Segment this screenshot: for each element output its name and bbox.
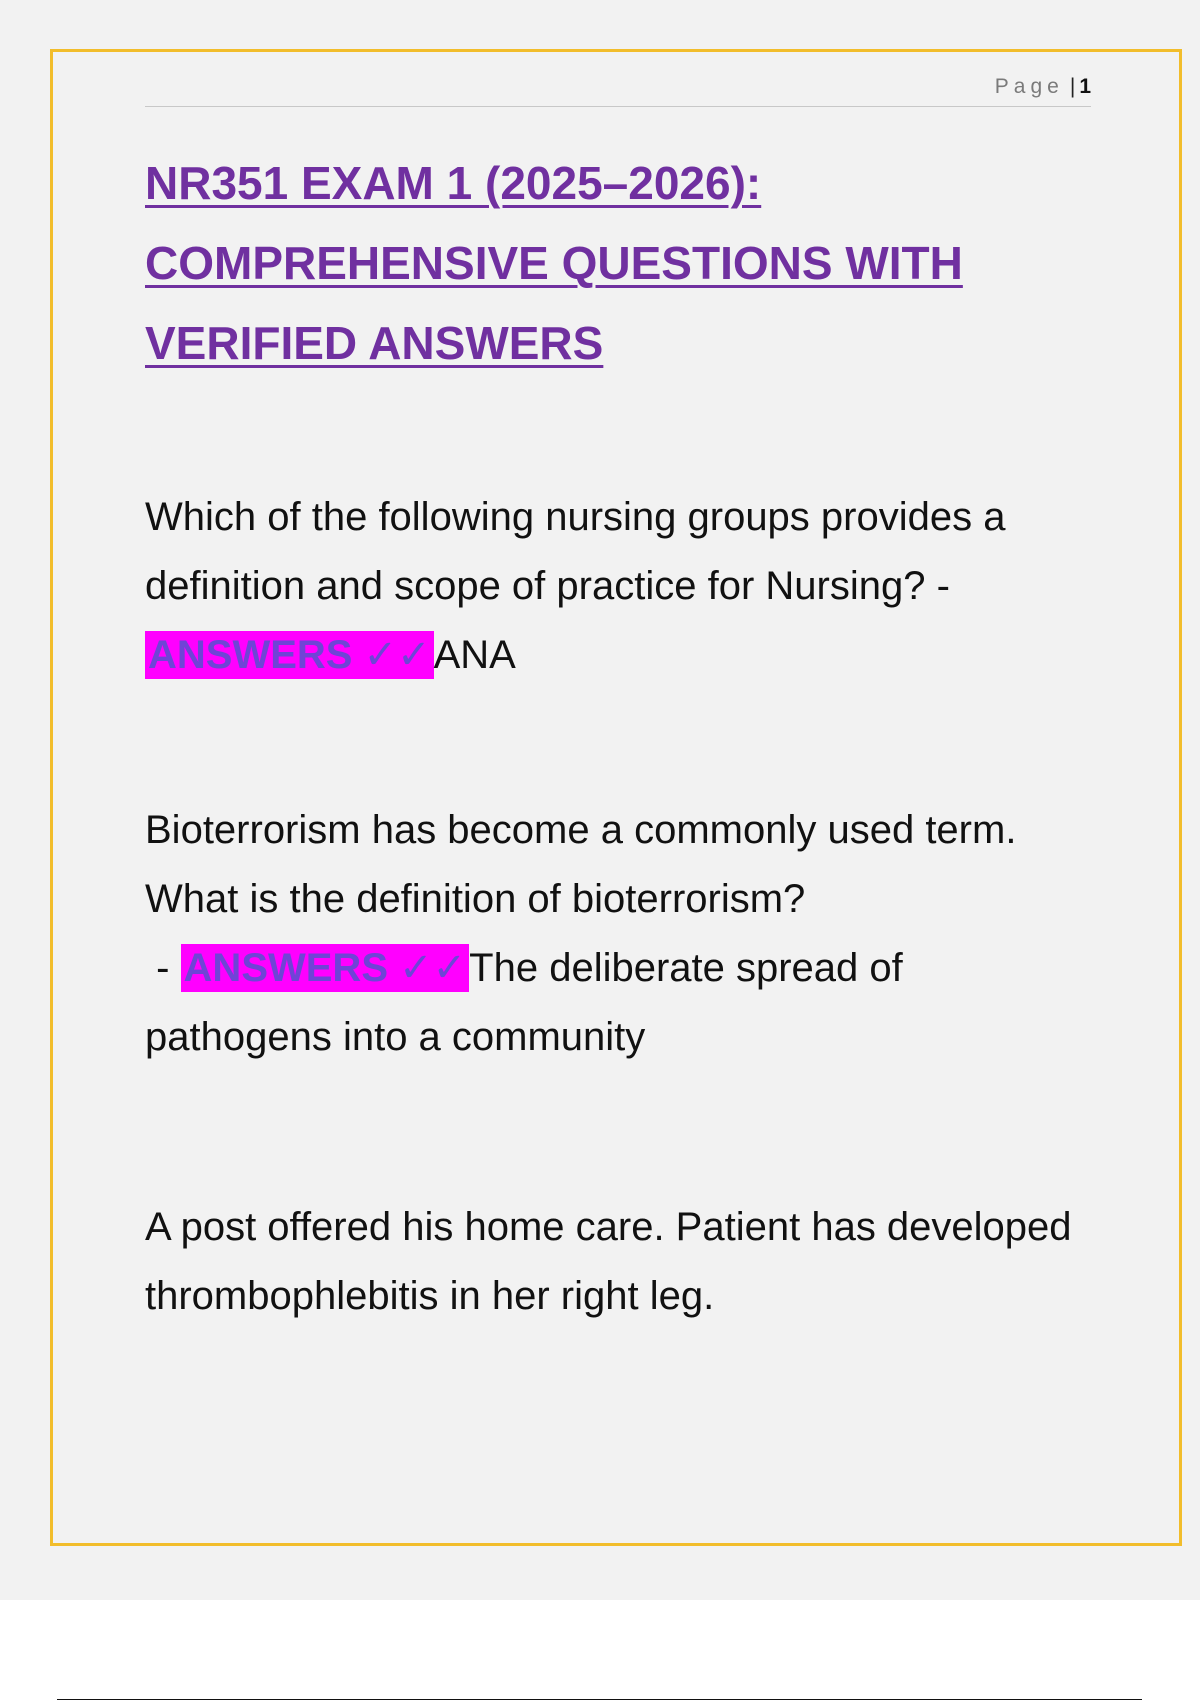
page-separator: | [1069, 75, 1076, 98]
answers-tag: ANSWERS ✓✓ [145, 631, 434, 679]
question-3 [145, 1193, 1090, 1331]
question-3-text: A post offered his home care. Patient has developed thrombophlebitis in her right leg. [145, 1205, 1072, 1318]
page-number: 1 [1079, 75, 1091, 98]
question-1-text: Which of the following nursing groups provides a definition and scope of practice for Nursing? - [145, 495, 1006, 608]
question-2 [145, 796, 1090, 1072]
question-2-text: Bioterrorism has become a commonly used term. What is the definition of bioterrorism? [145, 808, 1017, 921]
page-header [145, 72, 1091, 107]
question-1-answer: ANA [433, 633, 516, 677]
answers-tag: ANSWERS ✓✓ [181, 944, 470, 992]
question-2-prefix: - [145, 946, 181, 990]
question-2-answer: The deliberate spread of pathogens into a community [145, 946, 903, 1059]
page-label: Page [994, 75, 1064, 98]
question-1 [145, 483, 1090, 690]
document-title: NR351 EXAM 1 (2025–2026): COMPREHENSIVE QUESTIONS WITH VERIFIED ANSWERS [145, 157, 963, 369]
